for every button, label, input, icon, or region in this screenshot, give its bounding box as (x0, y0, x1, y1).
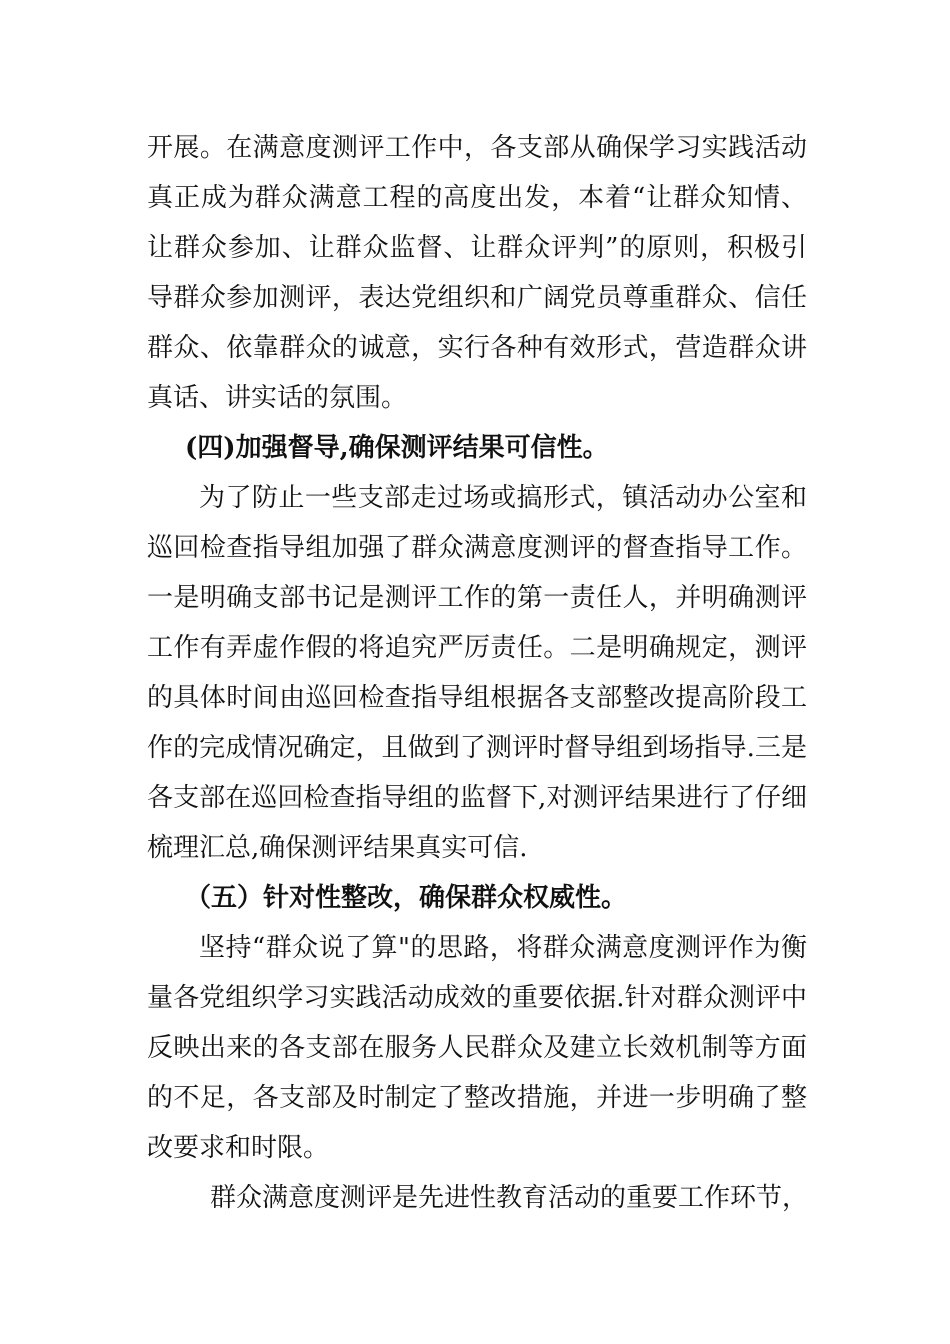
body-text-line: 一是明确支部书记是测评工作的第一责任人，并明确测评 (147, 583, 807, 613)
body-text-line: 群众、依靠群众的诚意，实行各种有效形式，营造群众讲 (147, 333, 807, 363)
body-text-line: 各支部在巡回检查指导组的监督下,对测评结果进行了仔细 (147, 783, 807, 813)
body-text-line: 坚持“群众说了算"的思路，将群众满意度测评作为衡 (199, 933, 807, 963)
body-text-line: 真话、讲实话的氛围。 (147, 383, 408, 413)
body-text-line: 改要求和时限。 (147, 1133, 330, 1163)
section-heading: （五）针对性整改，确保群众权威性。 (185, 883, 628, 913)
body-text-line: 巡回检查指导组加强了群众满意度测评的督查指导工作。 (147, 533, 807, 563)
body-text-line: 梳理汇总,确保测评结果真实可信. (147, 833, 528, 863)
body-text-line: 量各党组织学习实践活动成效的重要依据.针对群众测评中 (147, 983, 807, 1013)
body-text-line: 的具体时间由巡回检查指导组根据各支部整改提高阶段工 (147, 683, 807, 713)
body-text-line: 工作有弄虚作假的将追究严厉责任。二是明确规定，测评 (147, 633, 807, 663)
body-text-line: 让群众参加、让群众监督、让群众评判”的原则，积极引 (147, 233, 807, 263)
body-text-line: 的不足，各支部及时制定了整改措施，并进一步明确了整 (147, 1083, 807, 1113)
body-text-line: 导群众参加测评，表达党组织和广阔党员尊重群众、信任 (147, 283, 807, 313)
body-text-line: 开展。在满意度测评工作中，各支部从确保学习实践活动 (147, 133, 807, 163)
body-text-line: 真正成为群众满意工程的高度出发，本着“让群众知情、 (147, 183, 807, 213)
body-text-line: 群众满意度测评是先进性教育活动的重要工作环节， (210, 1183, 809, 1213)
section-heading: (四)加强督导,确保测评结果可信性。 (185, 433, 609, 463)
body-text-line: 为了防止一些支部走过场或搞形式，镇活动办公室和 (199, 483, 807, 513)
body-text-line: 作的完成情况确定，且做到了测评时督导组到场指导.三是 (147, 733, 807, 763)
body-text-line: 反映出来的各支部在服务人民群众及建立长效机制等方面 (147, 1033, 807, 1063)
